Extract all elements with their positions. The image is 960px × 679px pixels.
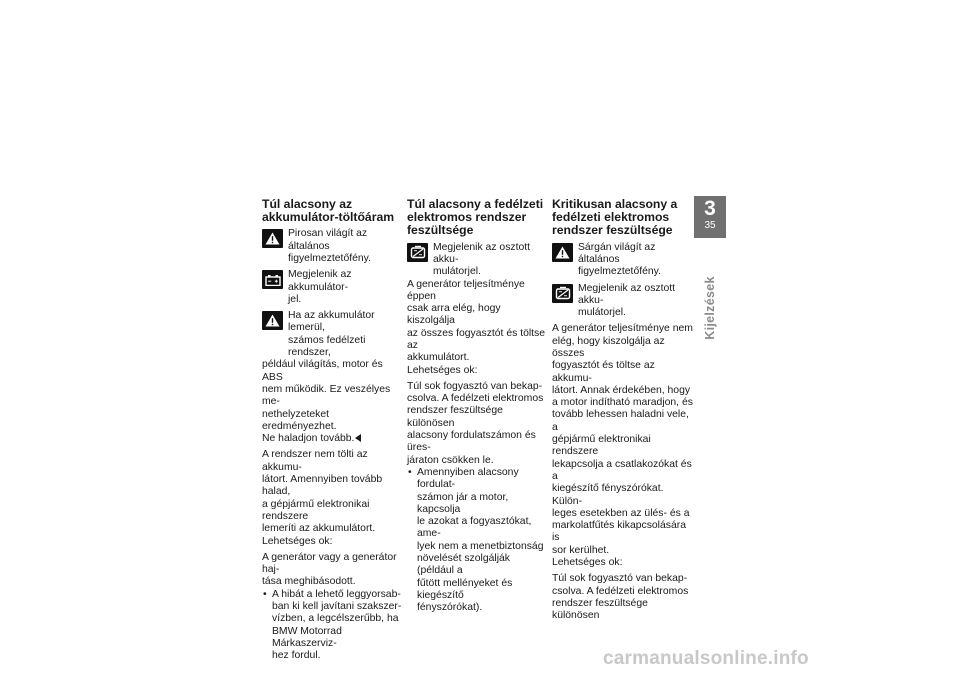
split-battery-note: Megjelenik az osztott akku- mulátorjel. <box>552 283 694 320</box>
watermark-text: carmanualsonline.info <box>603 648 809 669</box>
battery-symbol-note: Megjelenik az akkumulátor- jel. <box>262 269 404 306</box>
paragraph: A generátor teljesítménye nem elég, hogy kiszolgálja az összes fogyasztót és töltse az akkumu- látort. Annak érdekében, hogy a motor indítható maradjon, és tovább lehessen haladni vele, a gépjármű elektronikai rendszere lekapcsolja a csatlakozókat és a kiegészítő fényszórókat. Külön- leges esetekben az ülés- és a markolatfűtés kikapcsolására is sor kerülhet. Lehetséges ok: <box>552 323 693 569</box>
split-battery-icon <box>407 243 428 262</box>
section-title: Túl alacsony a fedélzeti elektromos rendszer feszültsége <box>407 197 544 238</box>
chapter-tab <box>694 196 726 238</box>
warning-triangle-icon <box>552 243 573 262</box>
list-item: • Amennyiben alacsony fordulat- számon jár a motor, kapcsolja le azokat a fogyasztókat, ame- lyek nem a menetbiztonság növelését szolgálják (például a fűtött mellényeket és kiegészítő fényszórókat). <box>407 467 549 615</box>
split-battery-note: Megjelenik az osztott akku- mulátorjel. <box>407 242 549 279</box>
chapter-label: Kijelzések <box>703 276 717 340</box>
paragraph: A generátor teljesítménye éppen csak arra elég, hogy kiszolgálja az összes fogyasztót és töltse az akkumulátort. Lehetséges ok: <box>407 278 546 376</box>
paragraph: A generátor vagy a generátor haj- tása meghibásodott. <box>262 551 397 588</box>
danger-warning-note: Ha az akkumulátor lemerül, számos fedélzeti rendszer, <box>262 310 404 359</box>
section-title: Kritikusan alacsony a fedélzeti elektromos rendszer feszültsége <box>552 197 678 238</box>
list-item: • A hibát a lehető leggyorsab- ban ki kell javítani szakszer- vízben, a legcélszerűbb, ha BMW Motorrad Márkaszerviz- hez fordul. <box>262 589 404 663</box>
paragraph: A rendszer nem tölti az akkumu- látort. Amennyiben tovább halad, a gépjármű elektronikai rendszere lemeríti az akkumulátort. Lehetséges ok: <box>262 449 383 547</box>
split-battery-icon <box>552 284 573 303</box>
section-low-charging-current <box>262 198 404 663</box>
battery-icon <box>262 270 283 289</box>
section-critical-onboard-voltage <box>552 198 694 623</box>
warning-triangle-icon <box>262 229 283 248</box>
warning-light-note: Pirosan világít az általános figyelmeztetőfény. <box>262 228 404 265</box>
section-low-onboard-voltage <box>407 198 549 615</box>
warning-body: például világítás, motor és ABS nem működik. Ez veszélyes me- nethelyzeteket eredményezhet. Ne haladjon tovább. <box>262 359 391 445</box>
chapter-number: 3 <box>704 197 716 220</box>
warning-light-note: Sárgán világít az általános figyelmeztetőfény. <box>552 242 694 279</box>
section-title: Túl alacsony az akkumulátor-töltőáram <box>262 197 395 225</box>
page-number: 35 <box>704 220 716 231</box>
warning-triangle-icon <box>262 311 283 330</box>
bullet-list <box>262 589 404 663</box>
end-of-warning-icon <box>355 434 361 442</box>
bullet-list <box>407 467 549 615</box>
paragraph: Túl sok fogyasztó van bekap- csolva. A fedélzeti elektromos rendszer feszültsége különösen alacsony fordulatszámon és üres- járaton csökken le. <box>407 380 544 466</box>
paragraph: Túl sok fogyasztó van bekap- csolva. A fedélzeti elektromos rendszer feszültsége különösen <box>552 573 689 622</box>
